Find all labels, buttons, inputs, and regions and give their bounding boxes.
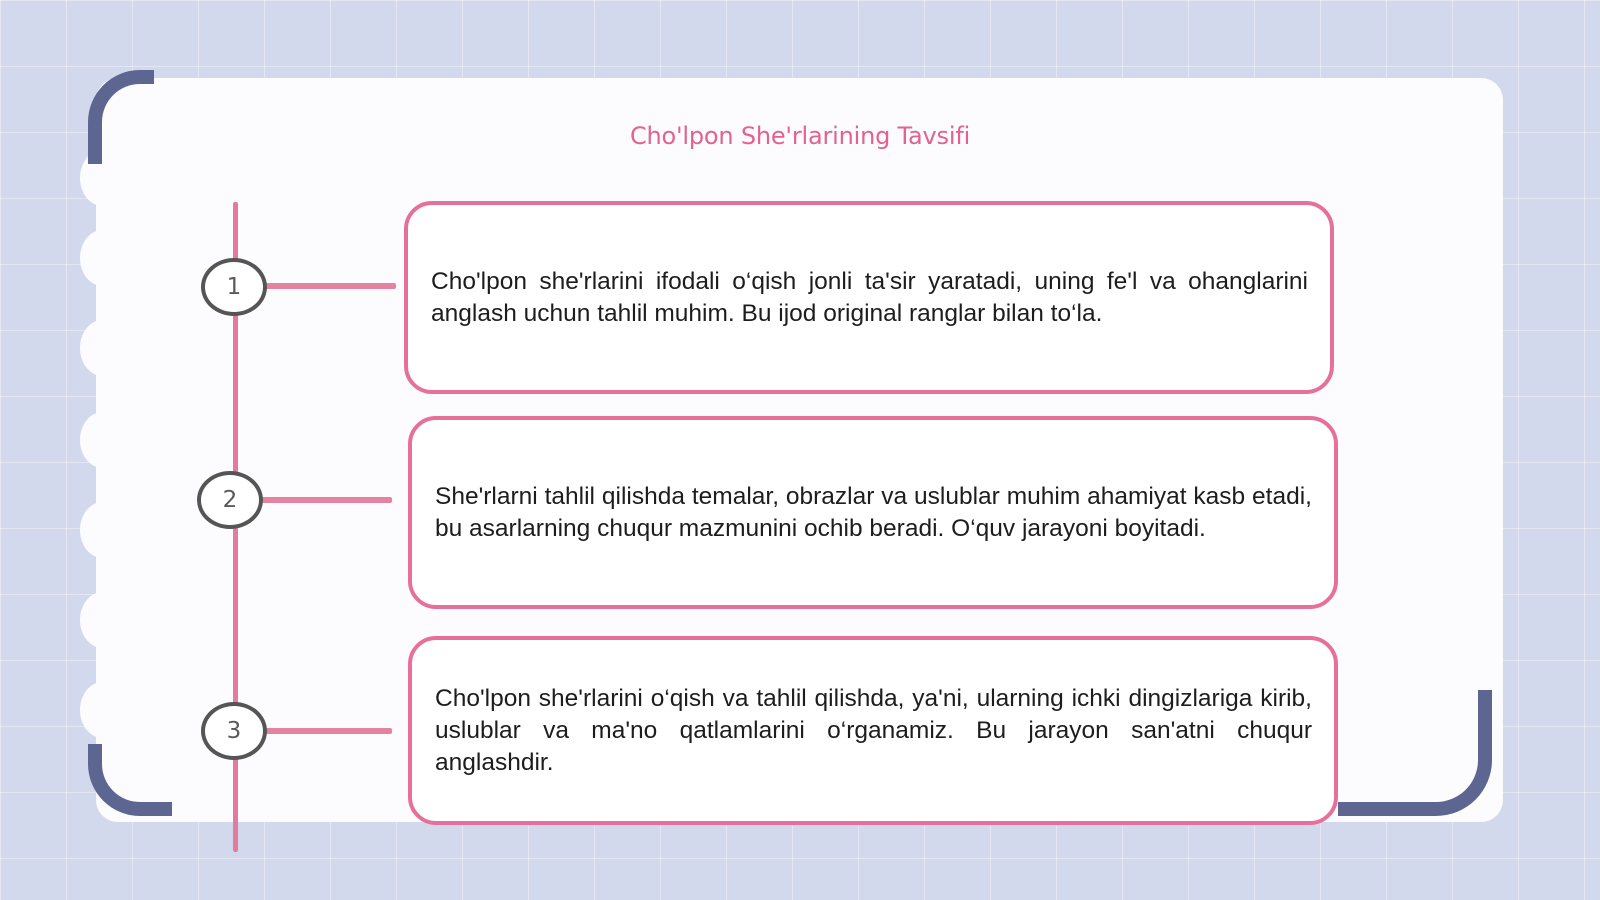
sheet-scallop <box>80 412 125 468</box>
timeline-connector-2 <box>260 497 392 503</box>
timeline-connector-3 <box>264 728 392 734</box>
sheet-scallop <box>80 592 125 648</box>
info-card-text: She'rlarni tahlil qilishda temalar, obrazlar va uslublar muhim ahamiyat kasb etadi, bu asarlarning chuqur mazmunini ochib beradi. O‘quv jarayoni boyitadi. <box>435 482 1312 542</box>
slide-title: Cho'lpon She'rlarining Tavsifi <box>629 122 971 150</box>
step-number-1: 1 <box>201 258 267 316</box>
info-card-3 <box>408 636 1338 825</box>
info-card-text: Cho'lpon she'rlarini ifodali o‘qish jonli ta'sir yaratadi, uning fe'l va ohanglarini anglash uchun tahlil muhim. Bu ijod original ranglar bilan to‘la. <box>431 267 1308 327</box>
sheet-scallop <box>80 682 125 738</box>
timeline-connector-1 <box>264 283 396 289</box>
info-card-text: Cho'lpon she'rlarini o‘qish va tahlil qilishda, ya'ni, ularning ichki dingizlariga kirib, uslublar va ma'no qatlamlarini o‘rganamiz. Bu jarayon san'atni chuqur anglashdir. <box>435 684 1312 776</box>
step-number-3: 3 <box>201 702 267 760</box>
sheet-scallop <box>80 320 125 376</box>
step-number-2: 2 <box>197 471 263 529</box>
corner-bracket-bottom-right <box>1338 690 1492 816</box>
sheet-scallop <box>80 230 125 286</box>
info-card-1 <box>404 201 1334 394</box>
info-card-2 <box>408 416 1338 609</box>
sheet-scallop <box>80 502 125 558</box>
